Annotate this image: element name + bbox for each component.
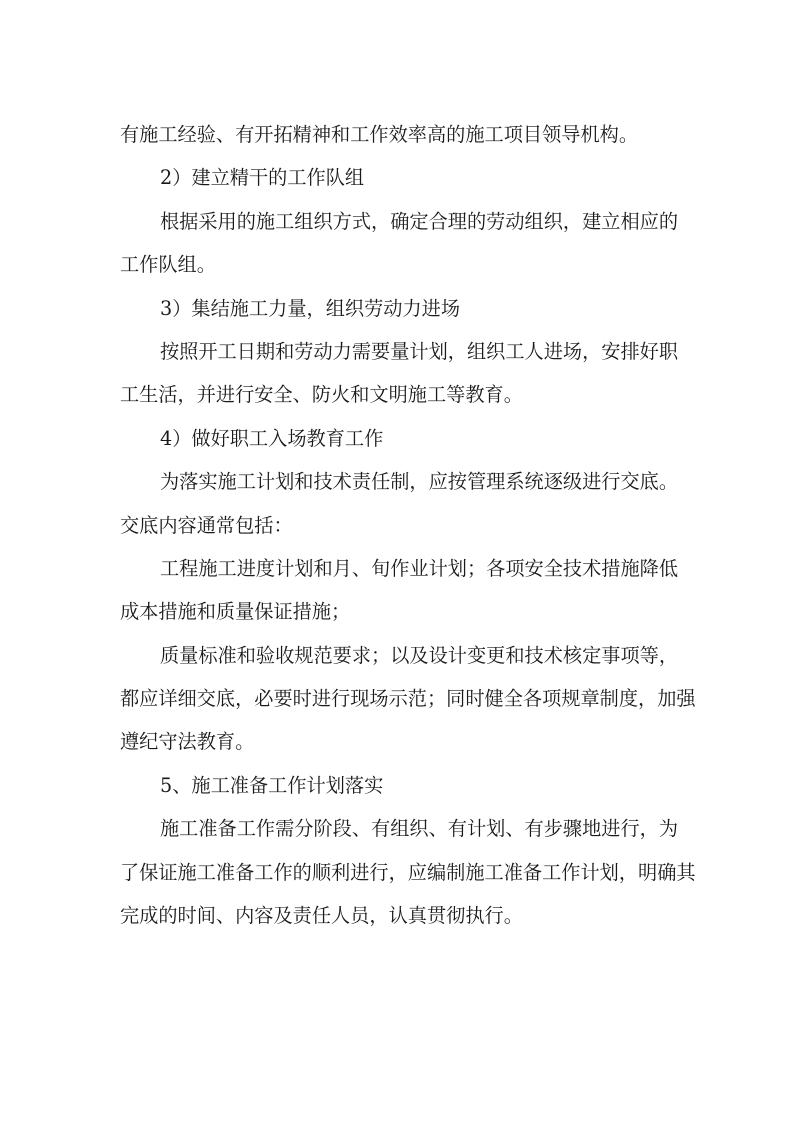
text-line: 工作队组。 xyxy=(120,253,216,277)
text-line: 交底内容通常包括： xyxy=(120,513,293,537)
text-line: 有施工经验、有开拓精神和工作效率高的施工项目领导机构。 xyxy=(120,123,639,146)
text-line: 都应详细交底，必要时进行现场示范；同时健全各项规章制度，加强 xyxy=(120,687,696,711)
text-line: 工生活，并进行安全、防火和文明施工等教育。 xyxy=(120,383,523,407)
text-line: 5、施工准备工作计划落实 xyxy=(160,773,384,797)
body-text xyxy=(120,113,696,937)
text-line: 4）做好职工入场教育工作 xyxy=(160,426,384,450)
text-line: 工程施工进度计划和月、旬作业计划；各项安全技术措施降低 xyxy=(160,556,679,580)
text-line: 根据采用的施工组织方式，确定合理的劳动组织，建立相应的 xyxy=(160,209,679,233)
text-line: 3）集结施工力量，组织劳动力进场 xyxy=(160,296,461,320)
text-line: 为落实施工计划和技术责任制，应按管理系统逐级进行交底。 xyxy=(160,470,679,494)
text-line: 了保证施工准备工作的顺利进行，应编制施工准备工作计划，明确其 xyxy=(120,860,696,884)
text-line: 2）建立精干的工作队组 xyxy=(160,166,365,190)
text-line: 施工准备工作需分阶段、有组织、有计划、有步骤地进行，为 xyxy=(160,817,679,841)
text-line: 按照开工日期和劳动力需要量计划，组织工人进场，安排好职 xyxy=(160,339,679,363)
text-line: 成本措施和质量保证措施； xyxy=(120,600,351,624)
text-line: 完成的时间、内容及责任人员，认真贯彻执行。 xyxy=(120,904,523,928)
text-line: 质量标准和验收规范要求；以及设计变更和技术核定事项等， xyxy=(160,643,679,667)
text-line: 遵纪守法教育。 xyxy=(120,730,255,754)
